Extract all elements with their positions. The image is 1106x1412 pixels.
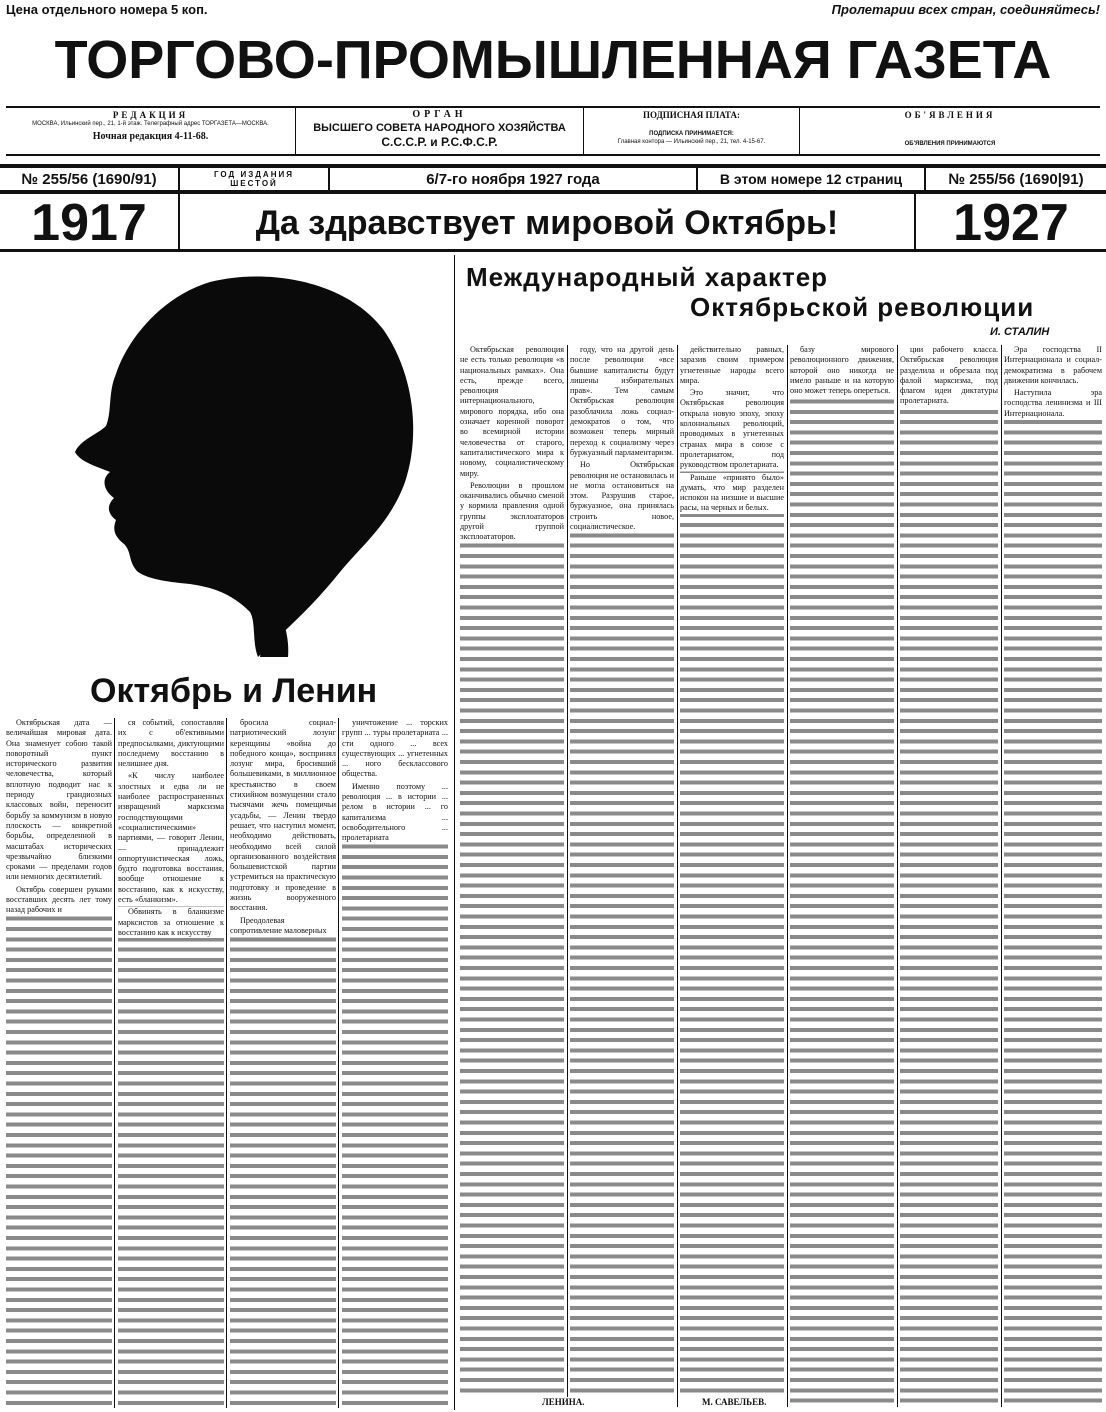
paragraph: году, что на другой день после революции «все бывшие капиталисты будут лишены избирательных прав». Тем самым Октябрьская революция разоблачила ложь социал-демократов о том, что возможен теперь мирный переход к социализму через буржуазный парламентаризм.: [570, 345, 674, 457]
paragraph: Октябрьская революция не есть только революция «в национальных рамках». Она есть, прежде всего, революция интернационального, мирового порядка, ибо она означает коренной поворот во всемирной истории человечества от старого, капиталистического мира к новому, социалистическому миру.: [460, 345, 564, 478]
lenin-silhouette-image: [20, 262, 440, 662]
organ-line1: ВЫСШЕГО СОВЕТА НАРОДНОГО ХОЗЯЙСТВА: [313, 122, 566, 134]
stalin-title-line1: Международный характер: [466, 262, 829, 292]
paragraph: ции рабочего класса. Октябрьская революция разделила и обрезала под фалой марксизма, под флагом идеи диктатуры пролетариата.: [900, 345, 998, 406]
column-rule: [787, 345, 788, 1407]
organ-line2: С.С.С.Р. и Р.С.Ф.С.Р.: [381, 135, 498, 149]
stalin-column-6: [1004, 345, 1102, 1407]
stalin-column-2: [570, 345, 674, 1393]
motto: Пролетарии всех стран, соединяйтесь!: [831, 2, 1100, 17]
lenin-article-title: Октябрь и Ленин: [90, 672, 378, 710]
ads-section: [800, 108, 1100, 154]
paragraph: действительно равных, заразив своим примером угнетенные народы всего мира.: [680, 345, 784, 385]
lenin-column-1: [6, 718, 112, 1408]
year-1927: 1927: [953, 194, 1069, 252]
subscription-title: ПОДПИСНАЯ ПЛАТА:: [643, 110, 740, 120]
banner: [0, 194, 1106, 252]
stalin-column-1: [460, 345, 564, 1393]
paragraph: Это значит, что Октябрьская революция открыла новую эпоху, эпоху колониальных революций, проводимых в угнетенных странах мира в союзе с пролетариатом, под руководством пролетариата.: [680, 388, 784, 470]
paragraph: базу мирового революционного движения, которой оно никогда не имело раньше и на которую оно может теперь опереться.: [790, 345, 894, 396]
page-count: В этом номере 12 страниц: [698, 168, 926, 190]
stalin-column-4: [790, 345, 894, 1407]
year-of-publication: ГОД ИЗДАНИЯ ШЕСТОЙ: [180, 168, 330, 190]
issue-strip: [0, 164, 1106, 194]
paragraph: уничтожение ... торских групп ... туры пролетариата ... сти одного ... всех существующих ... угнетенных ... ного бесклассового общества.: [342, 718, 448, 779]
price-note: Цена отдельного номера 5 коп.: [6, 2, 208, 17]
column-rule: [1001, 345, 1002, 1407]
paragraph: «К числу наиболее злостных и едва ли не наиболее распространенных извращений марксизма господствующими «социалистическими» партиями, — говорит Ленин, — принадлежит оппортунистическая ложь, будто подготовка восстания, вообще отношение к восстанию, как к искусству, есть «бланкизм».: [118, 771, 224, 905]
paragraph: Октябрь совершен руками восставших десять лет тому назад рабочих и: [6, 884, 112, 915]
night-office: Ночная редакция 4-11-68.: [92, 131, 209, 142]
issue-number-left: № 255/56 (1690/91): [0, 168, 180, 190]
paragraph: Эра господства II Интернационала и социал-демократизма в рабочем движении кончилась.: [1004, 345, 1102, 385]
lenin-column-2: [118, 718, 224, 1408]
paragraph: Именно поэтому ... революция ... в истории ... релом в истории ... го капитализма ... освободительного ... пролетариата: [342, 781, 448, 843]
paragraph: Раньше «принято было» думать, что мир разделен испокон на низшие и высшие расы, на черных и белых.: [680, 472, 784, 513]
issue-date: 6/7-го ноября 1927 года: [330, 168, 698, 190]
subscription-accepted: ПОДПИСКА ПРИНИМАЕТСЯ:: [649, 131, 734, 137]
paragraph: Преодолевая сопротивление маловерных: [230, 916, 336, 937]
year-1917: 1917: [31, 194, 147, 252]
stalin-column-5: [900, 345, 998, 1407]
paragraph: Наступила эра господства ленинизма и III Интернационала.: [1004, 388, 1102, 418]
paragraph: Революции в прошлом оканчивались обычно сменой у кормила правления одной группы эксплоататоров другой группой эксплоататоров.: [460, 480, 564, 542]
column-rule: [114, 718, 115, 1408]
stalin-title-line2: Октябрьской революции: [690, 292, 1035, 322]
lenin-column-3: [230, 718, 336, 1408]
paragraph: Октябрьская дата — величайшая мировая дата. Она знаменует собою такой поворотный пункт исторического развития человечества, который вплотную подводит нас к периоду грандиозных классовых войн, переносит борьбу за коммунизм в новую плоскость — конкретной борьбы, определенной в масштабах исторических чрезвычайно близкими сроками — пределами годов или немногих десятилетий.: [6, 718, 112, 882]
column-rule: [338, 718, 339, 1408]
redaktsiya-title: РЕДАКЦИЯ: [112, 110, 189, 120]
organ-section: [296, 108, 584, 154]
ads-title: ОБ'ЯВЛЕНИЯ: [904, 110, 996, 120]
paragraph: бросила социал-патриотический лозунг керенщины «война до победного конца», воспринял лозунг мира, бросивший большевиками, в миллионное крестьянство в своем стихийном возмущении стало тысячами жечь помещичьи усадьбы, — Ленин твердо решает, что наступил момент, необходимо действовать, необходимо всей силой организованного воздействия большевистской партии устремиться на практическую подготовку и проведение в жизнь вооруженного восстания.: [230, 718, 336, 913]
lenin-article-author: М. САВЕЛЬЕВ.: [702, 1397, 767, 1407]
column-rule: [454, 255, 455, 1410]
subscription-section: [584, 108, 800, 154]
lenin-article-end: ЛЕНИНА.: [542, 1397, 585, 1407]
stalin-column-3: [680, 345, 784, 1393]
redaktsiya-address: МОСКВА, Ильинский пер., 21, 1-й этаж. Телеграфный адрес ТОРГАЗЕТА—МОСКВА.: [32, 121, 269, 127]
issue-number-right: № 255/56 (1690|91): [948, 170, 1084, 188]
info-box: [6, 106, 1100, 156]
paragraph: Обвинять в бланкизме марксистов за отношение к восстанию как к искусству: [118, 907, 224, 937]
organ-title: ОРГАН: [412, 109, 467, 120]
column-rule: [226, 718, 227, 1408]
column-rule: [897, 345, 898, 1407]
redaktsiya-section: [6, 108, 296, 154]
stalin-author: И. СТАЛИН: [990, 326, 1050, 338]
slogan: Да здравствует мировой Октябрь!: [178, 194, 916, 249]
ads-accepted: ОБ'ЯВЛЕНИЯ ПРИНИМАЮТСЯ: [904, 141, 996, 147]
lenin-column-4: [342, 718, 448, 1408]
paragraph: ся событий, сопоставляя их с об'ективными предпосылками, диктующими последнему восстанию в нелишнее дня.: [118, 718, 224, 769]
paragraph: Но Октябрьская революция не остановилась и не могла остановиться на этом. Разрушив старое, буржуазное, она принялась строить новое, социалистическое.: [570, 460, 674, 532]
column-rule: [677, 345, 678, 1407]
column-rule: [567, 345, 568, 1407]
masthead: ТОРГОВО-ПРОМЫШЛЕННАЯ ГАЗЕТА: [54, 30, 1052, 90]
subscription-office: Главная контора — Ильинский пер., 21, тел. 4-15-67.: [617, 139, 766, 145]
